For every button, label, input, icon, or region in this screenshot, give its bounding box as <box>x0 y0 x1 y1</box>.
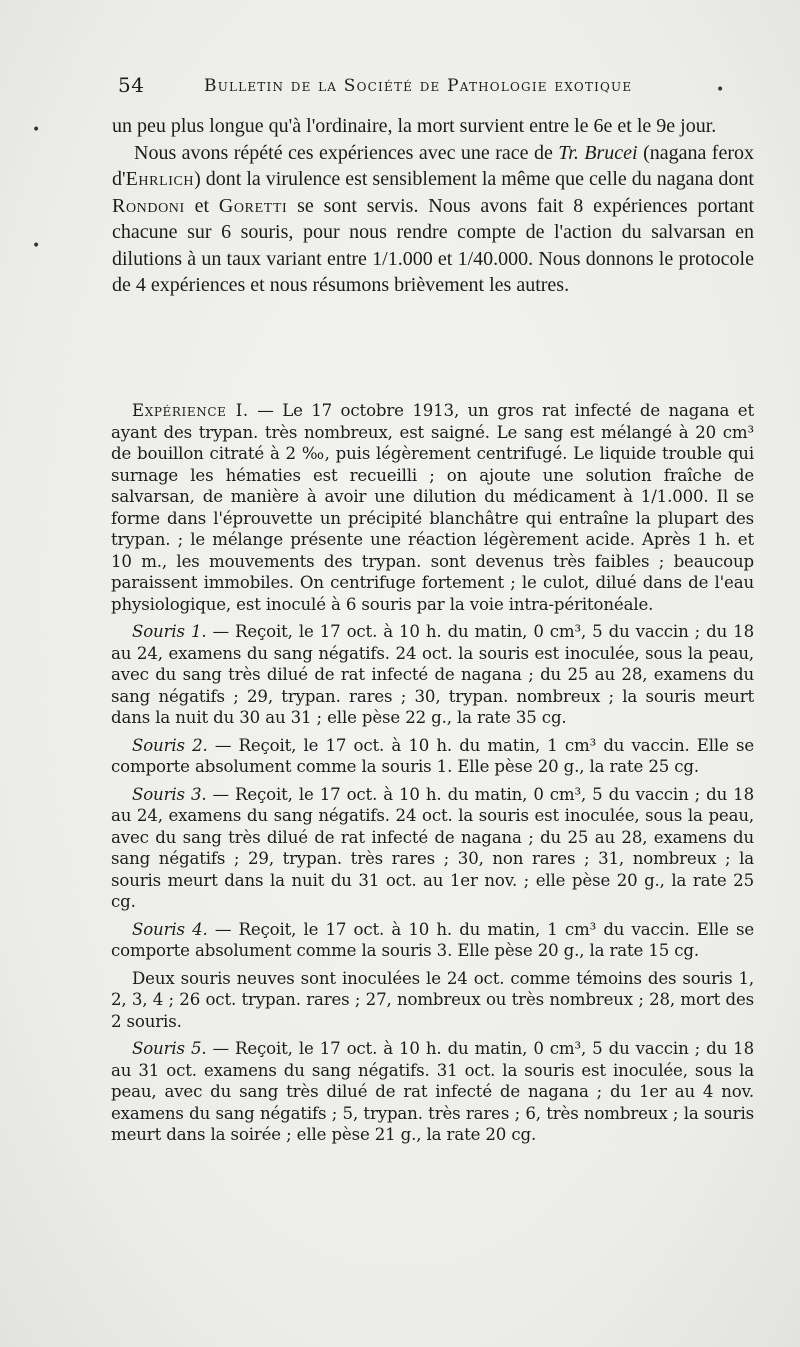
souris-paragraph <box>111 784 754 913</box>
text-run: se sont servis. Nous avons fait 8 expériences portant chacune sur 6 souris, pour nous rendre compte de l'action du salvarsan en dilutions à un taux variant entre 1/1.000 et 1/40.000. Nous donnons le protocole de 4 expériences et nous résumons brièvement les autres. <box>112 194 755 296</box>
species-name: Tr. Brucei <box>558 141 638 164</box>
souris-paragraph <box>111 919 754 962</box>
running-head: Bulletin de la Société de Pathologie exotique <box>204 76 633 96</box>
author-name: Ehrlich <box>125 168 195 190</box>
souris-label: Souris 5. <box>132 1039 207 1058</box>
souris-label: Souris 1. <box>132 622 207 641</box>
text-run: ) dont la virulence est sensiblement la même que celle du nagana dont <box>194 168 754 190</box>
souris-paragraph <box>111 735 754 778</box>
intro-text <box>112 113 754 299</box>
souris-text: — Reçoit, le 17 oct. à 10 h. du matin, 0 cm³, 5 du vaccin ; du 18 au 31 oct. examens du sang négatifs. 31 oct. la souris est inoculée, sous la peau, avec du sang très dilué de rat infecté de nagana ; du 1er au 4 nov. examens du sang négatifs ; 5, trypan. très rares ; 6, très nombreux ; la souris meurt dans la soirée ; elle pèse 21 g., la rate 20 cg. <box>111 1039 755 1144</box>
souris-label: Souris 3. <box>132 784 207 804</box>
experience-paragraph <box>111 400 754 615</box>
souris-text: — Reçoit, le 17 oct. à 10 h. du matin, 1 cm³ du vaccin. Elle se comporte absolument comme la souris 1. Elle pèse 20 g., la rate 25 cg. <box>111 735 754 776</box>
souris-label: Souris 2. <box>132 735 208 755</box>
souris-paragraph <box>111 621 754 729</box>
experience-label: Expérience I. <box>132 401 249 420</box>
page-number: 54 <box>118 73 145 97</box>
souris-label: Souris 4. <box>132 919 208 939</box>
souris-text: — Reçoit, le 17 oct. à 10 h. du matin, 0 cm³, 5 du vaccin ; du 18 au 24, examens du sang négatifs. 24 oct. la souris est inoculée, sous la peau, avec du sang très dilué de rat infecté de nagana ; du 25 au 28, examens du sang négatifs ; 29, trypan. très rares ; 30, non rares ; 31, nombreux ; la souris meurt dans la nuit du 31 oct. au 1er nov. ; elle pèse 20 g., la rate 25 cg. <box>111 784 755 911</box>
protocol-text <box>111 400 754 1152</box>
temoins-paragraph: Deux souris neuves sont inoculées le 24 oct. comme témoins des souris 1, 2, 3, 4 ; 26 oct. trypan. rares ; 27, nombreux ou très nombreux ; 28, mort des 2 souris. <box>111 968 754 1031</box>
text-run: Nous avons répété ces expériences avec une race de <box>134 141 559 164</box>
intro-paragraph-2 <box>112 140 754 299</box>
margin-mark: • <box>32 122 41 138</box>
souris-paragraph <box>111 1038 754 1146</box>
experience-text: — Le 17 octobre 1913, un gros rat infecté de nagana et ayant des trypan. très nombreux, est saigné. Le sang est mélangé à 20 cm³ de bouillon citraté à 2 ‰, puis légèrement centrifugé. Le liquide trouble qui surnage les hématies est recueilli ; on ajoute une solution fraîche de salvarsan, de manière à avoir une dilution du médicament à 1/1.000. Il se forme dans l'éprouvette un précipité blanchâtre qui entraîne la plupart des trypan. ; le mélange présente une réaction légèrement acide. Après 1 h. et 10 m., les mouvements des trypan. sont devenus très faibles ; beaucoup paraissent immobiles. On centrifuge fortement ; le culot, dilué dans de l'eau physiologique, est inoculé à 6 souris par la voie intra-péritonéale. <box>111 401 754 614</box>
margin-mark: • <box>32 238 41 254</box>
page-header <box>118 70 754 98</box>
author-name: Rondoni <box>112 194 185 217</box>
souris-text: — Reçoit, le 17 oct. à 10 h. du matin, 0 cm³, 5 du vaccin ; du 18 au 24, examens du sang négatifs. 24 oct. la souris est inoculée, sous la peau, avec du sang très dilué de rat infecté de nagana ; du 25 au 28, examens du sang négatifs ; 29, trypan. rares ; 30, trypan. nombreux ; la souris meurt dans la nuit du 30 au 31 ; elle pèse 22 g., la rate 35 cg. <box>111 622 755 727</box>
author-name: Goretti <box>218 194 288 217</box>
souris-text: — Reçoit, le 17 oct. à 10 h. du matin, 1 cm³ du vaccin. Elle se comporte absolument comme la souris 3. Elle pèse 20 g., la rate 15 cg. <box>111 919 754 960</box>
text-run: (nagana ferox d' <box>112 141 754 190</box>
margin-mark: • <box>716 82 725 98</box>
text-run: et <box>184 194 219 217</box>
intro-paragraph-1: un peu plus longue qu'à l'ordinaire, la mort survient entre le 6e et le 9e jour. <box>112 115 717 137</box>
